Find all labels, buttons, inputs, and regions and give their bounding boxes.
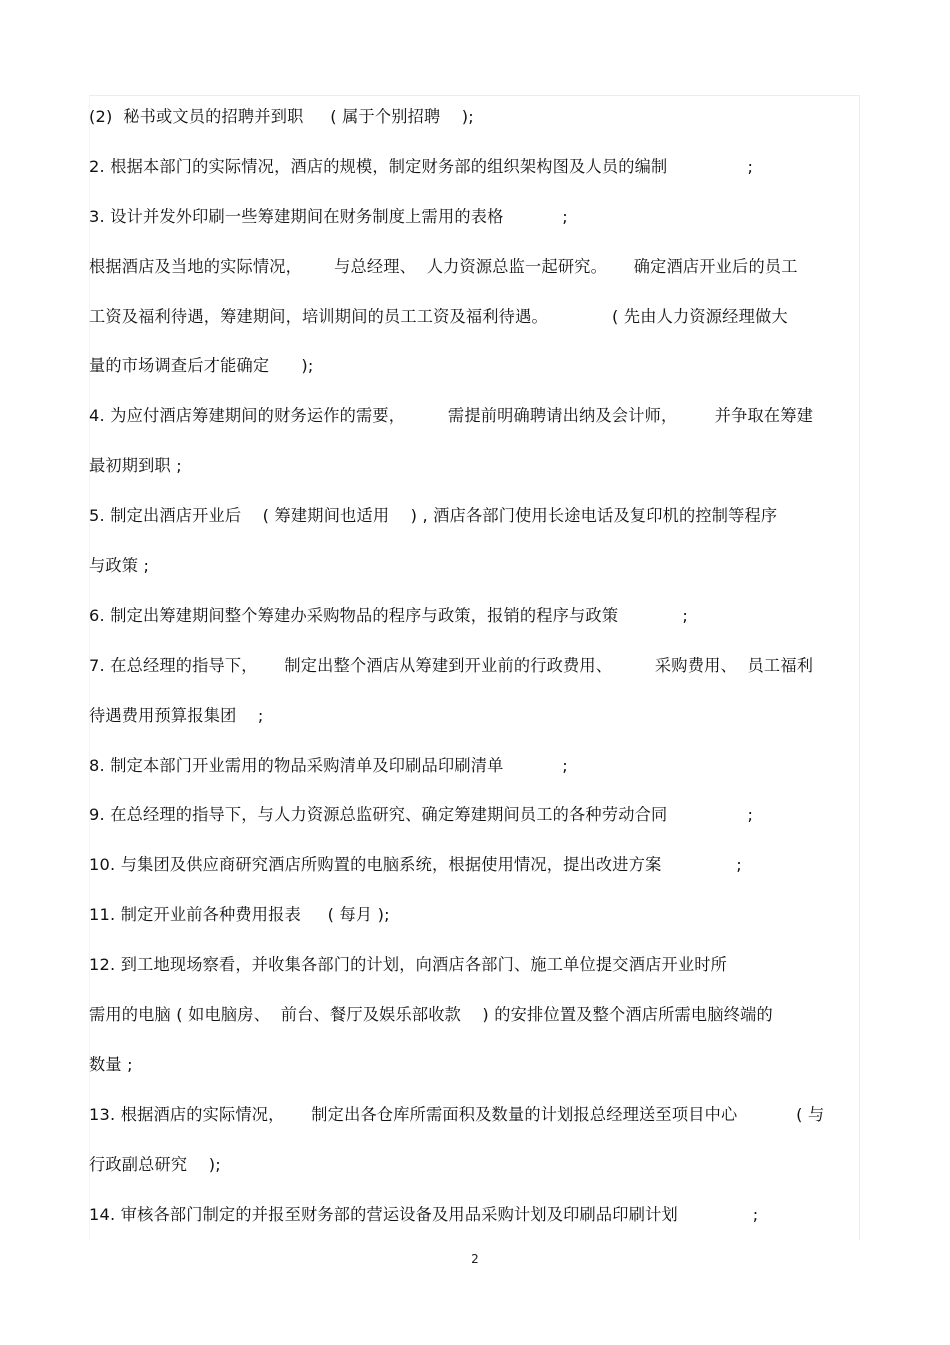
document-body: [89, 97, 859, 1244]
text-line-6: 量的市场调查后才能确定 );: [89, 356, 314, 376]
text-line-15: 9. 在总经理的指导下，与人力资源总监研究、确定筹建期间员工的各种劳动合同 ;: [89, 805, 754, 825]
text-line-3: 3. 设计并发外印刷一些筹建期间在财务制度上需用的表格 ;: [89, 206, 568, 226]
text-line-21: 13. 根据酒店的实际情况， 制定出各仓库所需面积及数量的计划报总经理送至项目中心 ( 与: [89, 1104, 825, 1124]
text-line-22: 行政副总研究 );: [89, 1154, 221, 1174]
text-line-11: 6. 制定出筹建期间整个筹建办采购物品的程序与政策，报销的程序与政策 ;: [89, 605, 689, 625]
text-line-17: 11. 制定开业前各种费用报表 ( 每月 );: [89, 905, 390, 925]
text-line-23: 14. 审核各部门制定的并报至财务部的营运设备及用品采购计划及印刷品印刷计划 ;: [89, 1204, 759, 1224]
text-line-19: 需用的电脑 ( 如电脑房、 前台、餐厅及娱乐部收款 ) 的安排位置及整个酒店所需电脑终端的: [89, 1005, 773, 1025]
text-line-14: 8. 制定本部门开业需用的物品采购清单及印刷品印刷清单 ;: [89, 755, 568, 775]
text-line-20: 数量 ;: [89, 1054, 133, 1074]
text-line-8: 最初期到职 ;: [89, 456, 182, 476]
text-line-1: (2) 秘书或文员的招聘并到职 ( 属于个别招聘 );: [89, 107, 474, 126]
text-line-5: 工资及福利待遇，筹建期间，培训期间的员工工资及福利待遇。 ( 先由人力资源经理做大: [89, 306, 788, 326]
page-number: 2: [471, 1252, 479, 1266]
text-line-18: 12. 到工地现场察看，并收集各部门的计划，向酒店各部门、施工单位提交酒店开业时所: [89, 955, 728, 975]
text-line-2: 2. 根据本部门的实际情况，酒店的规模，制定财务部的组织架构图及人员的编制 ;: [89, 156, 754, 176]
text-line-7: 4. 为应付酒店筹建期间的财务运作的需要， 需提前明确聘请出纳及会计师， 并争取在筹建: [89, 406, 814, 426]
text-line-12: 7. 在总经理的指导下， 制定出整个酒店从筹建到开业前的行政费用、 采购费用、 员工福利: [89, 655, 814, 675]
text-line-10: 与政策 ;: [89, 556, 150, 576]
text-line-16: 10. 与集团及供应商研究酒店所购置的电脑系统，根据使用情况，提出改进方案 ;: [89, 855, 742, 875]
text-line-13: 待遇费用预算报集团 ;: [89, 705, 264, 725]
text-line-9: 5. 制定出酒店开业后 ( 筹建期间也适用 ) , 酒店各部门使用长途电话及复印机的控制等程序: [89, 506, 778, 526]
text-line-4: 根据酒店及当地的实际情况， 与总经理、 人力资源总监一起研究。 确定酒店开业后的员工: [89, 256, 798, 276]
